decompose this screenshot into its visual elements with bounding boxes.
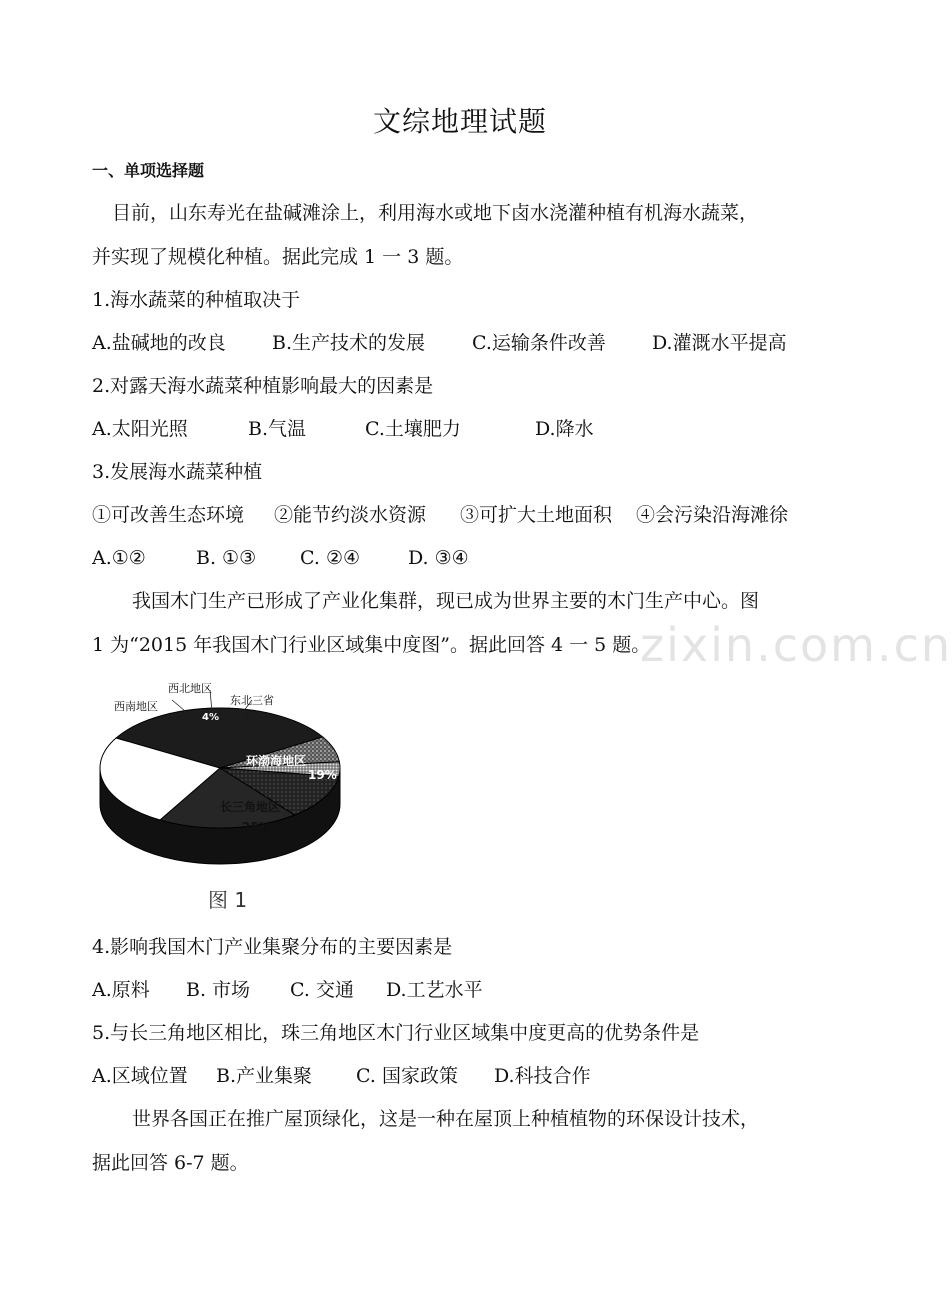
- option-c[interactable]: C. ②④: [300, 547, 361, 569]
- option-b[interactable]: B.产业集聚: [216, 1065, 313, 1087]
- question-3-stem: 3.发展海水蔬菜种植: [92, 461, 263, 483]
- figure-caption: 图 1: [208, 888, 248, 912]
- question-5-options: [92, 1063, 591, 1089]
- option-a[interactable]: A.原料: [92, 979, 150, 1001]
- label-prd: 珠三角地区: [122, 778, 183, 792]
- label-southwest: 西南地区: [114, 700, 158, 713]
- label-bohai: 环渤海地区: [246, 754, 307, 768]
- intro-paragraph-2-line-1: 我国木门生产已形成了产业化集群，现已成为世界主要的木门生产中心。图: [132, 590, 760, 612]
- figure-1: [92, 670, 362, 920]
- option-d[interactable]: D.工艺水平: [386, 979, 483, 1001]
- watermark: zixin.com.cn: [640, 618, 952, 672]
- statement-2: ②能节约淡水资源: [274, 504, 427, 526]
- label-prd-pct: 33%: [140, 796, 169, 810]
- question-1-stem: 1.海水蔬菜的种植取决于: [92, 289, 301, 311]
- statement-4: ④会污染沿海滩徐: [636, 504, 789, 526]
- option-d[interactable]: D.降水: [535, 418, 594, 440]
- question-3-statements: [92, 502, 788, 528]
- question-4-stem: 4.影响我国木门产业集聚分布的主要因素是: [92, 936, 453, 958]
- option-c[interactable]: C. 交通: [290, 979, 354, 1001]
- option-d[interactable]: D.科技合作: [494, 1065, 591, 1087]
- label-bohai-pct: 19%: [308, 768, 337, 782]
- intro-paragraph-3-line-1: 世界各国正在推广屋顶绿化，这是一种在屋顶上种植植物的环保设计技术，: [132, 1108, 760, 1130]
- question-2-stem: 2.对露天海水蔬菜种植影响最大的因素是: [92, 375, 434, 397]
- label-yrd: 长三角地区: [220, 800, 281, 814]
- label-northwest-pct: 4%: [202, 712, 219, 723]
- option-b[interactable]: B.气温: [248, 418, 307, 440]
- option-d[interactable]: D.灌溉水平提高: [652, 332, 787, 354]
- option-a[interactable]: A.区域位置: [92, 1065, 188, 1087]
- question-3-options: [92, 545, 469, 571]
- option-b[interactable]: B.生产技术的发展: [272, 332, 426, 354]
- label-yrd-pct: 25%: [242, 820, 271, 834]
- intro-paragraph-3-line-2: 据此回答 6-7 题。: [92, 1152, 249, 1174]
- question-4-options: [92, 977, 483, 1003]
- section-heading: 一、单项选择题: [92, 161, 205, 180]
- option-b[interactable]: B. ①③: [196, 547, 257, 569]
- option-c[interactable]: C. 国家政策: [356, 1065, 458, 1087]
- option-a[interactable]: A.盐碱地的改良: [92, 332, 226, 354]
- option-d[interactable]: D. ③④: [408, 547, 469, 569]
- option-c[interactable]: C.土壤肥力: [365, 418, 461, 440]
- statement-3: ③可扩大土地面积: [460, 504, 613, 526]
- statement-1: ①可改善生态环境: [92, 504, 245, 526]
- option-b[interactable]: B. 市场: [186, 979, 251, 1001]
- option-a[interactable]: A.①②: [92, 547, 146, 569]
- intro-paragraph-1-line-1: 目前，山东寿光在盐碱滩涂上，利用海水或地下卤水浇灌种植有机海水蔬菜，: [112, 202, 759, 224]
- page-title: 文综地理试题: [372, 105, 547, 138]
- question-2-options: [92, 416, 594, 442]
- intro-paragraph-2-line-2: 1 为“2015 年我国木门行业区域集中度图”。据此回答 4 一 5 题。: [92, 634, 651, 656]
- label-northeast: 东北三省: [230, 694, 274, 707]
- question-1-options: [92, 330, 787, 356]
- intro-paragraph-1-line-2: 并实现了规模化种植。据此完成 1 一 3 题。: [92, 246, 464, 268]
- option-a[interactable]: A.太阳光照: [92, 418, 188, 440]
- option-c[interactable]: C.运输条件改善: [472, 332, 606, 354]
- question-5-stem: 5.与长三角地区相比，珠三角地区木门行业区域集中度更高的优势条件是: [92, 1022, 700, 1044]
- label-northwest: 西北地区: [168, 682, 212, 695]
